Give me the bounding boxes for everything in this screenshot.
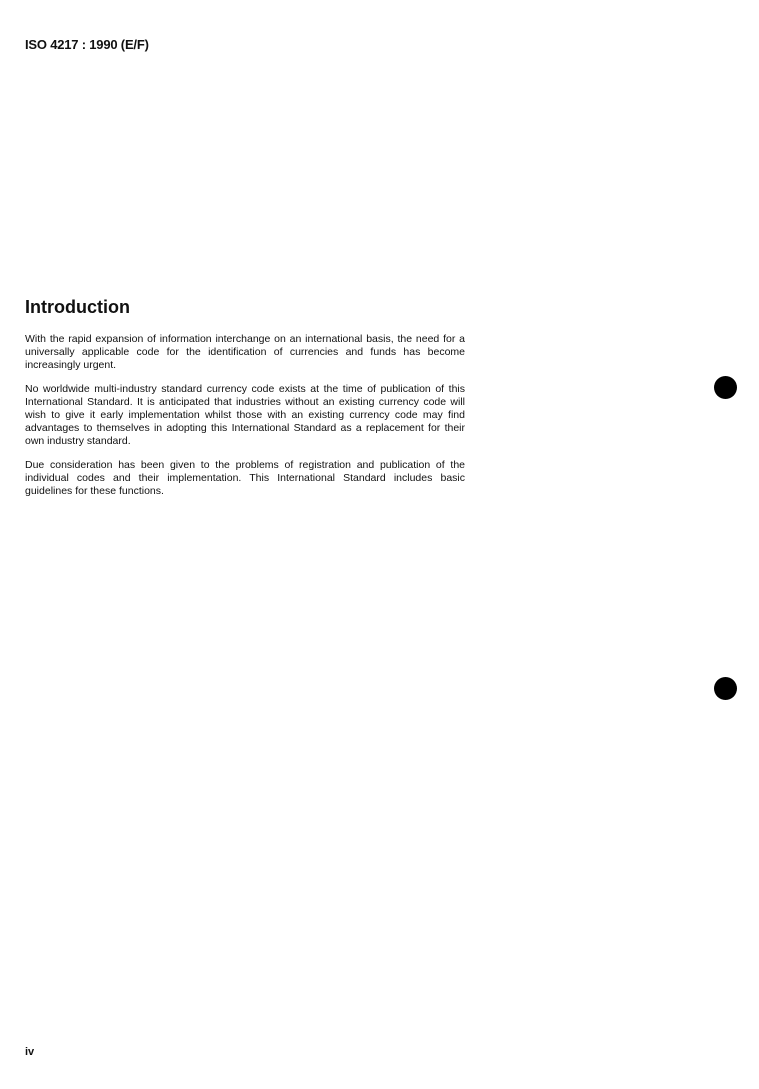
- section-body: [25, 333, 465, 508]
- paragraph-1: With the rapid expansion of information interchange on an international basis, the need for a universally applicable code for the identification of currencies and funds has become increasingly urgent.: [25, 333, 465, 372]
- page-header-standard-id: ISO 4217 : 1990 (E/F): [25, 37, 149, 52]
- paragraph-2: No worldwide multi-industry standard currency code exists at the time of publication of this International Standard. It is anticipated that industries without an existing currency code will wish to give it early implementation whilst those with an existing currency code may find advantages to themselves in adopting this International Standard as a replacement for their own industry standard.: [25, 382, 465, 448]
- punch-hole-icon: [714, 677, 737, 700]
- punch-hole-icon: [714, 376, 737, 399]
- section-title: Introduction: [25, 297, 130, 317]
- page-number: iv: [25, 1046, 35, 1058]
- paragraph-3: Due consideration has been given to the problems of registration and publication of the individual codes and their implementation. This International Standard includes basic guidelines for these functions.: [25, 458, 465, 498]
